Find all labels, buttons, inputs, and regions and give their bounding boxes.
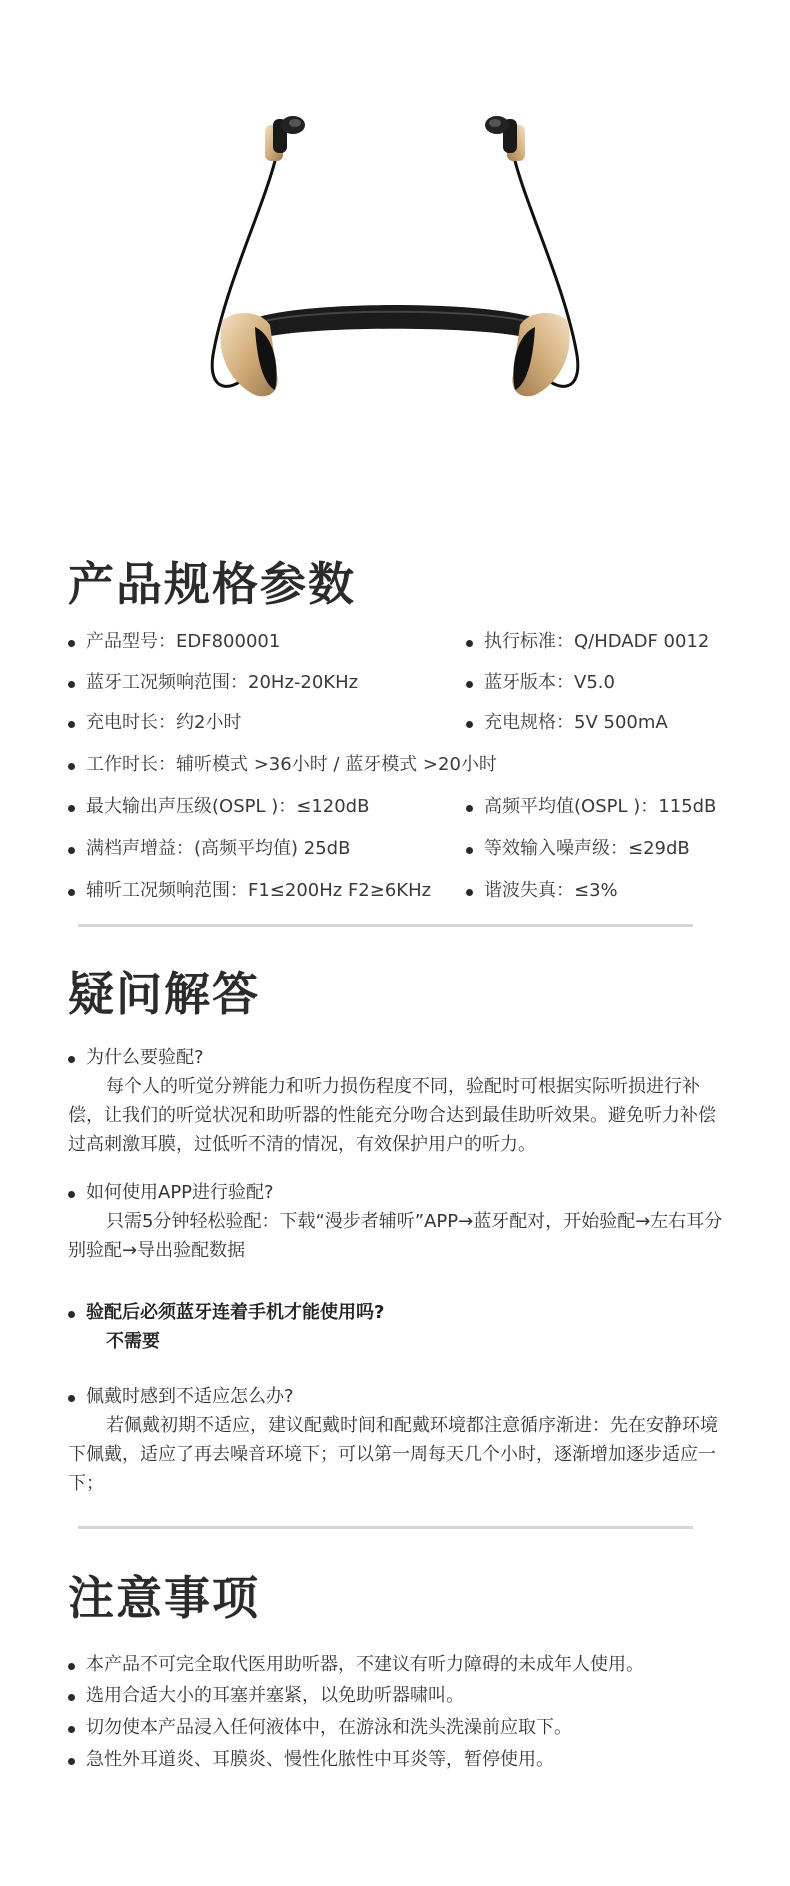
note-item: 本产品不可完全取代医用助听器，不建议有听力障碍的未成年人使用。 xyxy=(68,1650,644,1676)
spec-standard: 执行标准：Q/HDADF 0012 xyxy=(466,627,709,653)
note-item: 选用合适大小的耳塞并塞紧，以免助听器啸叫。 xyxy=(68,1681,464,1707)
bullet-icon xyxy=(466,805,473,812)
note-item: 急性外耳道炎、耳膜炎、慢性化脓性中耳炎等，暂停使用。 xyxy=(68,1745,554,1771)
bullet-icon xyxy=(68,763,75,770)
faq-title: 疑问解答 xyxy=(68,967,260,1021)
bullet-icon xyxy=(466,681,473,688)
spec-full-gain: 满档声增益：(高频平均值) 25dB xyxy=(68,834,350,860)
spec-max-output: 最大输出声压级(OSPL )：≤120dB xyxy=(68,792,369,818)
bullet-icon xyxy=(68,640,75,647)
bullet-icon xyxy=(466,721,473,728)
spec-charge-time: 充电时长：约2小时 xyxy=(68,708,241,734)
note-item: 切勿使本产品浸入任何液体中，在游泳和洗头洗澡前应取下。 xyxy=(68,1713,572,1739)
specs-title: 产品规格参数 xyxy=(68,557,356,611)
faq-question-3: 验配后必须蓝牙连着手机才能使用吗? xyxy=(68,1298,384,1324)
faq-answer-4: 若佩戴初期不适应，建议配戴时间和配戴环境都注意循序渐进：先在安静环境下佩戴，适应了再去噪音环境下；可以第一周每天几个小时，逐渐增加逐步适应一下； xyxy=(68,1415,718,1494)
faq-question-4: 佩戴时感到不适应怎么办? xyxy=(68,1382,294,1408)
bullet-icon xyxy=(466,889,473,896)
bullet-icon xyxy=(68,681,75,688)
neckband-hearing-aid-image xyxy=(195,105,595,455)
bullet-icon xyxy=(68,721,75,728)
faq-question-1: 为什么要验配? xyxy=(68,1043,204,1069)
bullet-icon xyxy=(466,847,473,854)
spec-assist-freq: 辅听工况频响范围：F1≤200Hz F2≥6KHz xyxy=(68,876,431,902)
right-earbud xyxy=(485,116,525,161)
bullet-icon xyxy=(68,1758,75,1765)
divider xyxy=(78,1526,693,1529)
notes-title: 注意事项 xyxy=(68,1571,260,1625)
spec-work-time: 工作时长：辅听模式 >36小时 / 蓝牙模式 >20小时 xyxy=(68,750,497,776)
right-neck-pod xyxy=(512,313,569,396)
bullet-icon xyxy=(68,1395,75,1402)
bullet-icon xyxy=(466,640,473,647)
spec-input-noise: 等效输入噪声级：≤29dB xyxy=(466,834,690,860)
bullet-icon xyxy=(68,1726,75,1733)
bullet-icon xyxy=(68,847,75,854)
faq-answer-1: 每个人的听觉分辨能力和听力损伤程度不同，验配时可根据实际听损进行补偿，让我们的听觉状况和助听器的性能充分吻合达到最佳助听效果。避免听力补偿过高刺激耳膜，过低听不清的情况，有效保护用户的听力。 xyxy=(68,1076,716,1155)
divider xyxy=(78,924,693,927)
faq-answer-2: 只需5分钟轻松验配：下载“漫步者辅听”APP→蓝牙配对，开始验配→左右耳分别验配→导出验配数据 xyxy=(68,1211,723,1261)
spec-charge-spec: 充电规格：5V 500mA xyxy=(466,708,668,734)
bullet-icon xyxy=(68,1056,75,1063)
bullet-icon xyxy=(68,1311,75,1318)
spec-hf-avg: 高频平均值(OSPL )：115dB xyxy=(466,792,716,818)
bullet-icon xyxy=(68,805,75,812)
bullet-icon xyxy=(68,1191,75,1198)
product-image-area xyxy=(0,0,790,500)
left-neck-pod xyxy=(220,313,277,396)
bullet-icon xyxy=(68,889,75,896)
faq-question-2: 如何使用APP进行验配? xyxy=(68,1178,274,1204)
left-earbud xyxy=(265,116,305,161)
faq-answer-3: 不需要 xyxy=(106,1331,160,1352)
spec-distortion: 谐波失真：≤3% xyxy=(466,876,618,902)
bullet-icon xyxy=(68,1694,75,1701)
spec-bt-version: 蓝牙版本：V5.0 xyxy=(466,668,615,694)
bullet-icon xyxy=(68,1663,75,1670)
spec-model: 产品型号：EDF800001 xyxy=(68,627,280,653)
spec-bt-freq: 蓝牙工况频响范围：20Hz-20KHz xyxy=(68,668,358,694)
